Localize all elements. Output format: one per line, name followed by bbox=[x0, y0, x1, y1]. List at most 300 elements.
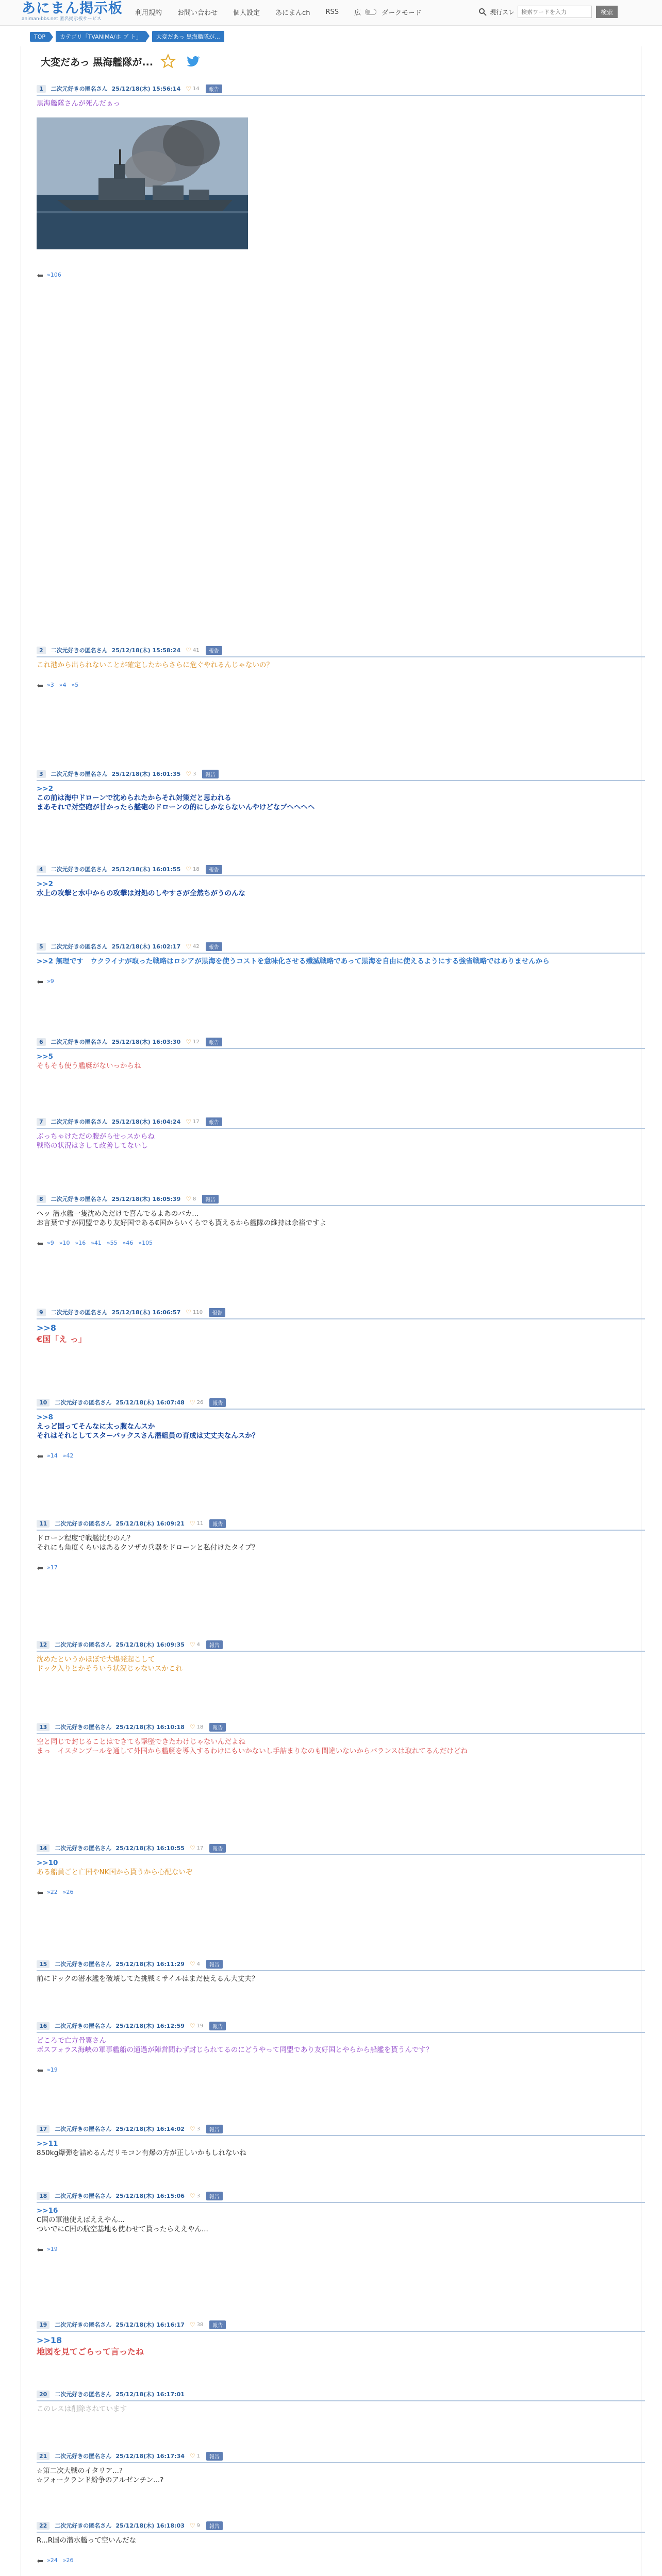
post-number[interactable]: 8 bbox=[37, 1195, 46, 1203]
reply-anchor-link[interactable]: >>2 bbox=[37, 880, 54, 888]
breadcrumb-thread[interactable]: 大変だあっ 黒海艦隊が... bbox=[152, 31, 224, 42]
poster-name: 二次元好きの匿名さん bbox=[55, 1961, 112, 1968]
post-line: R...R国の潜水艦って空いんだな bbox=[37, 2536, 137, 2545]
post-line: えっど国ってそんなに太っ腹なんスか bbox=[37, 1422, 155, 1431]
report-button[interactable]: 報告 bbox=[209, 2022, 226, 2030]
post-meta bbox=[37, 940, 645, 953]
like-count: 1 bbox=[196, 2453, 201, 2459]
post-line: まあそれで対空砲が甘かったら艦砲のドローンの的にしかならないんやけどなブヘヘヘヘ bbox=[37, 803, 315, 811]
like-count: 18 bbox=[193, 866, 200, 872]
post-line: ☆フォークランド紛争のアルゼンチン...? bbox=[37, 2476, 164, 2484]
reply-references bbox=[37, 2555, 645, 2565]
breadcrumb-category[interactable]: カテゴリ「TVANIMA/ホ ブ ト」 bbox=[56, 31, 146, 42]
like-heart-icon[interactable]: ♡ bbox=[186, 770, 191, 777]
post-date: 25/12/18(木) 16:01:55 bbox=[111, 866, 181, 873]
post-number[interactable]: 18 bbox=[37, 2192, 49, 2200]
report-button[interactable]: 報告 bbox=[206, 1640, 223, 1649]
reply-ref-link[interactable]: »55 bbox=[106, 1239, 118, 1246]
post-line: 黒海艦隊さんが死んだぁっ bbox=[37, 99, 120, 108]
report-button[interactable]: 報告 bbox=[209, 1723, 226, 1732]
report-button[interactable]: 報告 bbox=[206, 865, 222, 874]
like-heart-icon[interactable]: ♡ bbox=[189, 2522, 195, 2529]
post-meta bbox=[37, 1306, 645, 1318]
post-date: 25/12/18(木) 16:09:35 bbox=[115, 1641, 185, 1648]
reply-references bbox=[37, 1238, 645, 1247]
post-line: 水上の攻撃と水中からの攻撃は対処のしやすさが全然ちがうのんな bbox=[37, 889, 245, 897]
report-button[interactable]: 報告 bbox=[202, 1195, 219, 1204]
report-button[interactable]: 報告 bbox=[206, 2452, 223, 2461]
post-number[interactable]: 13 bbox=[37, 1723, 49, 1731]
post-body bbox=[37, 2136, 645, 2158]
like-count: 4 bbox=[196, 1961, 201, 1967]
like-count: 3 bbox=[196, 2126, 201, 2132]
post-line: ヘッ 潜水艦一隻沈めただけで喜んでるよあのバカ... bbox=[37, 1210, 199, 1218]
reply-hand-icon bbox=[37, 1564, 44, 1570]
poster-name: 二次元好きの匿名さん bbox=[55, 1520, 112, 1527]
post-date: 25/12/18(木) 16:03:30 bbox=[111, 1039, 181, 1045]
like-count: 42 bbox=[193, 943, 200, 950]
post bbox=[37, 2519, 645, 2565]
reply-hand-icon bbox=[37, 1452, 44, 1459]
post-body bbox=[37, 2463, 645, 2485]
reply-ref-link[interactable]: »9 bbox=[47, 1239, 54, 1246]
like-heart-icon[interactable]: ♡ bbox=[186, 1038, 191, 1045]
reply-hand-icon bbox=[37, 2557, 44, 2563]
reply-ref-link[interactable]: »17 bbox=[47, 1564, 58, 1571]
post-date: 25/12/18(木) 16:12:59 bbox=[115, 2023, 185, 2029]
post-line: この前は海中ドローンで沈められたからそれ対策だと思われる bbox=[37, 794, 231, 802]
reply-ref-link[interactable]: »26 bbox=[62, 2556, 74, 2564]
post bbox=[37, 2388, 645, 2414]
reply-ref-link[interactable]: »24 bbox=[47, 2556, 58, 2564]
post-meta bbox=[37, 1721, 645, 1733]
reply-references bbox=[37, 2065, 645, 2074]
search-bar bbox=[478, 5, 637, 19]
post-number[interactable]: 10 bbox=[37, 1399, 49, 1406]
report-button[interactable]: 報告 bbox=[206, 1038, 222, 1046]
post-line: ☆第二次大戦のイタリア...? bbox=[37, 2467, 123, 2475]
post-meta bbox=[37, 1193, 645, 1205]
report-button[interactable]: 報告 bbox=[202, 770, 219, 778]
poster-name: 二次元好きの匿名さん bbox=[51, 1309, 108, 1316]
reply-ref-link[interactable]: »41 bbox=[91, 1239, 102, 1246]
post-body bbox=[37, 1319, 645, 1345]
post-meta bbox=[37, 2450, 645, 2462]
post-number[interactable]: 15 bbox=[37, 1960, 49, 1968]
report-button[interactable]: 報告 bbox=[206, 2125, 223, 2133]
poster-name: 二次元好きの匿名さん bbox=[51, 1039, 108, 1045]
reply-references bbox=[37, 1563, 645, 1572]
post-line: 沈めたというかほぼで大爆発起こして bbox=[37, 1655, 155, 1664]
poster-name: 二次元好きの匿名さん bbox=[55, 2193, 112, 2199]
reply-hand-icon bbox=[37, 682, 44, 688]
like-heart-icon[interactable]: ♡ bbox=[186, 1118, 191, 1125]
like-heart-icon[interactable]: ♡ bbox=[186, 647, 191, 654]
like-count: 8 bbox=[193, 1196, 196, 1202]
post-meta bbox=[37, 1517, 645, 1530]
post-date: 25/12/18(木) 16:06:57 bbox=[111, 1309, 181, 1316]
report-button[interactable]: 報告 bbox=[206, 2521, 223, 2530]
post-line: ある船員ごと亡国やNK国から貰うから心配ないぞ bbox=[37, 1868, 193, 1876]
post-line: ぶっちゃけただの腹がらせっスからね bbox=[37, 1132, 155, 1141]
post bbox=[37, 1306, 645, 1345]
reply-anchor-link[interactable]: >>8 bbox=[37, 1323, 56, 1333]
post-date: 25/12/18(木) 16:09:21 bbox=[115, 1520, 185, 1527]
post-body bbox=[37, 2203, 645, 2234]
thread-header bbox=[41, 54, 201, 69]
report-button[interactable]: 報告 bbox=[206, 1117, 222, 1126]
top-nav bbox=[135, 7, 421, 17]
reply-anchor-link[interactable]: >>18 bbox=[37, 2335, 62, 2345]
post-line: ついでにC国の航空基地も使わせて貰ったらええやん... bbox=[37, 2225, 208, 2233]
reply-ref-link[interactable]: »42 bbox=[62, 1452, 74, 1459]
poster-name: 二次元好きの匿名さん bbox=[55, 2453, 112, 2460]
post-line: ボスフォラス海峡の軍事艦船の通過が陣営問わず封じられてるのにどうやって同盟であり友好国とやらから船艦を貰うんです？ bbox=[37, 2046, 433, 2054]
nav-animanch[interactable]: あにまんch bbox=[275, 9, 310, 17]
like-count: 17 bbox=[196, 1845, 204, 1851]
reply-ref-link[interactable]: »10 bbox=[59, 1239, 70, 1246]
like-heart-icon[interactable]: ♡ bbox=[186, 1309, 191, 1316]
post-meta bbox=[37, 1396, 645, 1409]
site-header bbox=[0, 0, 662, 26]
nav-rss[interactable]: RSS bbox=[325, 8, 339, 16]
thread-content bbox=[21, 46, 641, 2576]
like-count: 14 bbox=[193, 86, 200, 92]
search-button[interactable]: 検索 bbox=[596, 6, 618, 18]
post bbox=[37, 940, 645, 986]
post-number[interactable]: 14 bbox=[37, 1844, 49, 1852]
search-scope-select[interactable]: 現行スレ bbox=[490, 8, 515, 16]
post-date: 25/12/18(木) 16:17:34 bbox=[115, 2453, 185, 2460]
post-line: これ港から出られないことが確定したからさらに危ぐやれるんじゃないの？ bbox=[37, 661, 273, 669]
post-date: 25/12/18(木) 15:56:14 bbox=[111, 86, 181, 92]
report-button[interactable]: 報告 bbox=[209, 1398, 226, 1407]
post-body bbox=[37, 1206, 645, 1228]
post-meta bbox=[37, 644, 645, 656]
post-body bbox=[37, 1734, 645, 1756]
post-date: 25/12/18(木) 16:04:24 bbox=[111, 1118, 181, 1125]
post-meta bbox=[37, 2123, 645, 2135]
like-heart-icon[interactable]: ♡ bbox=[189, 1641, 195, 1648]
post-number[interactable]: 6 bbox=[37, 1038, 46, 1046]
poster-name: 二次元好きの匿名さん bbox=[55, 1845, 112, 1852]
poster-name: 二次元好きの匿名さん bbox=[51, 943, 108, 950]
post-line: C国の軍港使えばええやん... bbox=[37, 2216, 125, 2224]
reply-ref-link[interactable]: »16 bbox=[75, 1239, 86, 1246]
poster-name: 二次元好きの匿名さん bbox=[55, 2321, 112, 2328]
search-input[interactable] bbox=[518, 6, 592, 18]
post-date: 25/12/18(木) 16:10:18 bbox=[115, 1724, 185, 1731]
like-heart-icon[interactable]: ♡ bbox=[189, 2452, 195, 2460]
post bbox=[37, 644, 645, 689]
post-date: 25/12/18(木) 16:11:29 bbox=[115, 1961, 185, 1968]
post-number[interactable]: 22 bbox=[37, 2522, 49, 2530]
ad-toggle-label: 広 bbox=[354, 9, 361, 17]
like-heart-icon[interactable]: ♡ bbox=[189, 2125, 195, 2132]
nav-settings[interactable]: 個人設定 bbox=[233, 9, 260, 17]
reply-hand-icon bbox=[37, 1889, 44, 1895]
post-body bbox=[37, 1410, 645, 1440]
post-meta bbox=[37, 2020, 645, 2032]
like-count: 3 bbox=[193, 771, 196, 777]
like-count: 38 bbox=[196, 2321, 204, 2328]
post-number[interactable]: 17 bbox=[37, 2125, 49, 2133]
reply-hand-icon bbox=[37, 272, 44, 278]
post bbox=[37, 2450, 645, 2485]
reply-ref-link[interactable]: »26 bbox=[62, 1888, 74, 1895]
report-button[interactable]: 報告 bbox=[206, 2192, 223, 2200]
favorite-star-icon[interactable] bbox=[160, 54, 176, 69]
post-number[interactable]: 20 bbox=[37, 2391, 49, 2398]
post-number[interactable]: 16 bbox=[37, 2022, 49, 2030]
post-date: 25/12/18(木) 16:07:48 bbox=[115, 1399, 185, 1406]
post bbox=[37, 2123, 645, 2158]
reply-anchor-link[interactable]: >>10 bbox=[37, 1859, 58, 1867]
like-count: 17 bbox=[193, 1118, 200, 1125]
twitter-bird-icon[interactable] bbox=[185, 54, 201, 69]
post-line: 前にドックの潜水艦を破壊してた挑戦ミサイルはまだ使えるん大丈夫？ bbox=[37, 1975, 259, 1983]
post-number[interactable]: 5 bbox=[37, 943, 46, 951]
post-line: まっ イスタンブールを通して外国から艦艇を導入するわけにもいかないし手詰まりなのも間違いないからバランスは取れてるんだけどね bbox=[37, 1747, 468, 1755]
post-meta bbox=[37, 768, 645, 780]
like-heart-icon[interactable]: ♡ bbox=[189, 1520, 195, 1527]
report-button[interactable]: 報告 bbox=[209, 1519, 226, 1528]
post-number[interactable]: 7 bbox=[37, 1118, 46, 1126]
post-meta bbox=[37, 82, 645, 95]
poster-name: 二次元好きの匿名さん bbox=[55, 1724, 112, 1731]
post-number[interactable]: 4 bbox=[37, 866, 46, 873]
poster-name: 二次元好きの匿名さん bbox=[55, 1399, 112, 1406]
post-date: 25/12/18(木) 16:17:01 bbox=[115, 2391, 185, 2398]
reply-references bbox=[37, 1887, 645, 1896]
breadcrumb-top[interactable]: TOP bbox=[30, 32, 49, 42]
post bbox=[37, 1193, 645, 1247]
nav-terms[interactable]: 利用規約 bbox=[135, 9, 162, 17]
post-meta bbox=[37, 2190, 645, 2202]
post-meta bbox=[37, 1958, 645, 1970]
post bbox=[37, 1638, 645, 1673]
post-body bbox=[37, 954, 645, 966]
warship-image bbox=[37, 117, 248, 249]
report-button[interactable]: 報告 bbox=[209, 1308, 225, 1317]
nav-contact[interactable]: お問い合わせ bbox=[177, 9, 218, 17]
like-count: 26 bbox=[196, 1399, 204, 1405]
like-heart-icon[interactable]: ♡ bbox=[186, 943, 191, 950]
post-date: 25/12/18(木) 15:58:24 bbox=[111, 647, 181, 654]
post-body bbox=[37, 2533, 645, 2545]
reply-anchor-link[interactable]: >>8 bbox=[37, 1413, 54, 1421]
site-logo[interactable] bbox=[22, 1, 123, 24]
post-body bbox=[37, 876, 645, 898]
post-date: 25/12/18(木) 16:02:17 bbox=[111, 943, 181, 950]
reply-ref-link[interactable]: »14 bbox=[47, 1452, 58, 1459]
like-heart-icon[interactable]: ♡ bbox=[186, 866, 191, 873]
post-body bbox=[37, 1855, 645, 1877]
post-date: 25/12/18(木) 16:01:35 bbox=[111, 771, 181, 777]
reply-hand-icon bbox=[37, 1240, 44, 1246]
like-count: 41 bbox=[193, 647, 200, 653]
post-number[interactable]: 2 bbox=[37, 647, 46, 654]
post-meta bbox=[37, 1036, 645, 1048]
poster-name: 二次元好きの匿名さん bbox=[55, 2126, 112, 2132]
like-heart-icon[interactable]: ♡ bbox=[189, 2022, 195, 2029]
dark-mode-toggle[interactable]: ダークモード bbox=[382, 9, 422, 17]
post bbox=[37, 2020, 645, 2074]
post-body bbox=[37, 781, 645, 812]
poster-name: 二次元好きの匿名さん bbox=[51, 771, 108, 777]
post-number[interactable]: 12 bbox=[37, 1641, 49, 1649]
reply-hand-icon bbox=[37, 2066, 44, 2073]
poster-name: 二次元好きの匿名さん bbox=[55, 1641, 112, 1648]
poster-name: 二次元好きの匿名さん bbox=[55, 2522, 112, 2529]
reply-anchor-link[interactable]: >>16 bbox=[37, 2207, 58, 2215]
post-line: このレスは削除されています bbox=[37, 2405, 127, 2413]
post bbox=[37, 1396, 645, 1460]
poster-name: 二次元好きの匿名さん bbox=[51, 86, 108, 92]
like-heart-icon[interactable]: ♡ bbox=[189, 2321, 195, 2328]
poster-name: 二次元好きの匿名さん bbox=[55, 2391, 112, 2398]
post-line: ドローン程度で戦艦沈むのん？ bbox=[37, 1534, 134, 1543]
post-body bbox=[37, 2332, 645, 2358]
like-count: 3 bbox=[196, 2193, 201, 2199]
reply-hand-icon bbox=[37, 2246, 44, 2252]
poster-name: 二次元好きの匿名さん bbox=[51, 647, 108, 654]
post-line: ドック入りとかそういう状況じゃないスかこれ bbox=[37, 1665, 183, 1673]
reply-references bbox=[37, 976, 645, 986]
post-meta bbox=[37, 2519, 645, 2532]
post bbox=[37, 1036, 645, 1071]
post-line: それにも角度くらいはあるクソザカ兵器をドローンと私付けたタイプ？ bbox=[37, 1544, 259, 1552]
post-meta bbox=[37, 1115, 645, 1128]
ad-toggle[interactable] bbox=[354, 7, 376, 17]
like-count: 18 bbox=[196, 1724, 204, 1730]
reply-anchor-link[interactable]: >>11 bbox=[37, 2140, 58, 2148]
reply-anchor-link[interactable]: >>2 無理です ウクライナが取った戦略はロシアが黒海を使うコストを意味化させる殲滅戦略であって黒海を自由に使えるようにする強省戦略ではありませんから bbox=[37, 957, 550, 965]
like-heart-icon[interactable]: ♡ bbox=[189, 1960, 195, 1968]
post-line: お言葉ですが同盟であり友好国である€国からいくらでも貰えるから艦隊の維持は余裕ですよ bbox=[37, 1219, 326, 1227]
report-button[interactable]: 報告 bbox=[209, 1844, 226, 1853]
logo-subtitle: animan-bbs.net 匿名掲示板サービス bbox=[22, 16, 102, 22]
like-heart-icon[interactable]: ♡ bbox=[189, 1844, 195, 1852]
reply-references bbox=[37, 270, 645, 279]
post-number[interactable]: 9 bbox=[37, 1309, 46, 1316]
reply-ref-link[interactable]: »22 bbox=[47, 1888, 58, 1895]
post-body bbox=[37, 2401, 645, 2414]
breadcrumb bbox=[30, 31, 227, 42]
reply-ref-link[interactable]: »4 bbox=[59, 681, 67, 688]
post-body bbox=[37, 1652, 645, 1673]
post-date: 25/12/18(木) 16:15:06 bbox=[115, 2193, 185, 2199]
post-line: そもそも使う艦艇がないっからね bbox=[37, 1062, 141, 1070]
post-line: 850kg爆弾を詰めるんだリモコン有爆の方が正しいかもしれないね bbox=[37, 2149, 246, 2157]
report-button[interactable]: 報告 bbox=[206, 646, 222, 655]
reply-ref-link[interactable]: »3 bbox=[47, 681, 54, 688]
post-meta bbox=[37, 2388, 645, 2400]
post-number[interactable]: 3 bbox=[37, 770, 46, 778]
post bbox=[37, 1958, 645, 1984]
post-date: 25/12/18(木) 16:16:17 bbox=[115, 2321, 185, 2328]
logo-title: あにまん掲示板 bbox=[22, 1, 123, 16]
reply-ref-link[interactable]: »9 bbox=[47, 977, 54, 985]
post bbox=[37, 82, 645, 279]
post-meta bbox=[37, 1842, 645, 1854]
like-count: 9 bbox=[196, 2522, 201, 2529]
like-heart-icon[interactable]: ♡ bbox=[186, 85, 191, 92]
report-button[interactable]: 報告 bbox=[206, 1960, 223, 1969]
post-meta bbox=[37, 2318, 645, 2331]
like-heart-icon[interactable]: ♡ bbox=[189, 1399, 195, 1406]
report-button[interactable]: 報告 bbox=[206, 84, 222, 93]
reply-ref-link[interactable]: »106 bbox=[47, 271, 61, 278]
post-date: 25/12/18(木) 16:05:39 bbox=[111, 1196, 181, 1202]
post-number[interactable]: 1 bbox=[37, 85, 46, 93]
reply-references bbox=[37, 1451, 645, 1460]
like-count: 4 bbox=[196, 1641, 201, 1648]
reply-references bbox=[37, 2244, 645, 2253]
reply-anchor-link[interactable]: >>2 bbox=[37, 785, 54, 793]
toggle-switch-icon[interactable] bbox=[365, 9, 376, 15]
post-number[interactable]: 19 bbox=[37, 2321, 49, 2329]
post-line: それはそれとしてスターバックスさん潜組員の育成は丈丈夫なんスか？ bbox=[37, 1432, 259, 1440]
post-line: €国「え っ」 bbox=[37, 1334, 87, 1344]
post bbox=[37, 2190, 645, 2253]
post bbox=[37, 2318, 645, 2358]
post bbox=[37, 1721, 645, 1756]
report-button[interactable]: 報告 bbox=[209, 2320, 226, 2329]
post-body bbox=[37, 96, 645, 108]
post-meta bbox=[37, 1638, 645, 1651]
like-count: 11 bbox=[196, 1520, 204, 1527]
poster-name: 二次元好きの匿名さん bbox=[51, 866, 108, 873]
post-meta bbox=[37, 863, 645, 875]
reply-ref-link[interactable]: »19 bbox=[47, 2245, 58, 2252]
post bbox=[37, 1842, 645, 1896]
post bbox=[37, 1517, 645, 1572]
like-count: 110 bbox=[193, 1309, 203, 1315]
post-date: 25/12/18(木) 16:10:55 bbox=[115, 1845, 185, 1852]
like-count: 12 bbox=[193, 1039, 200, 1045]
thread-title: 大変だあっ 黒海艦隊が... bbox=[41, 56, 154, 68]
like-heart-icon[interactable]: ♡ bbox=[189, 2192, 195, 2199]
report-button[interactable]: 報告 bbox=[206, 942, 222, 951]
post bbox=[37, 768, 645, 812]
search-icon bbox=[478, 8, 487, 16]
post-number[interactable]: 11 bbox=[37, 1520, 49, 1528]
reply-hand-icon bbox=[37, 978, 44, 984]
post-line: どころで亡方骨翼さん bbox=[37, 2037, 106, 2045]
post-line: 地図を見てごらって言ったね bbox=[37, 2347, 144, 2357]
post-line: 戦略の状況はさして改善してないし bbox=[37, 1142, 148, 1150]
post-body bbox=[37, 1049, 645, 1071]
like-heart-icon[interactable]: ♡ bbox=[186, 1195, 191, 1202]
warship-photo[interactable] bbox=[37, 117, 248, 249]
post-body bbox=[37, 2033, 645, 2055]
post-date: 25/12/18(木) 16:14:02 bbox=[115, 2126, 185, 2132]
like-heart-icon[interactable]: ♡ bbox=[189, 1723, 195, 1731]
poster-name: 二次元好きの匿名さん bbox=[51, 1118, 108, 1125]
reply-ref-link[interactable]: »19 bbox=[47, 2066, 58, 2073]
post-line: 空と同じで封じることはできても撃墜できたわけじゃないんだよね bbox=[37, 1738, 245, 1746]
like-count: 19 bbox=[196, 2023, 204, 2029]
poster-name: 二次元好きの匿名さん bbox=[55, 2023, 112, 2029]
post-body bbox=[37, 1129, 645, 1150]
post-number[interactable]: 21 bbox=[37, 2452, 49, 2460]
reply-ref-link[interactable]: »46 bbox=[122, 1239, 134, 1246]
post-body bbox=[37, 657, 645, 670]
reply-ref-link[interactable]: »5 bbox=[71, 681, 79, 688]
reply-anchor-link[interactable]: >>5 bbox=[37, 1053, 54, 1061]
reply-ref-link[interactable]: »105 bbox=[138, 1239, 153, 1246]
